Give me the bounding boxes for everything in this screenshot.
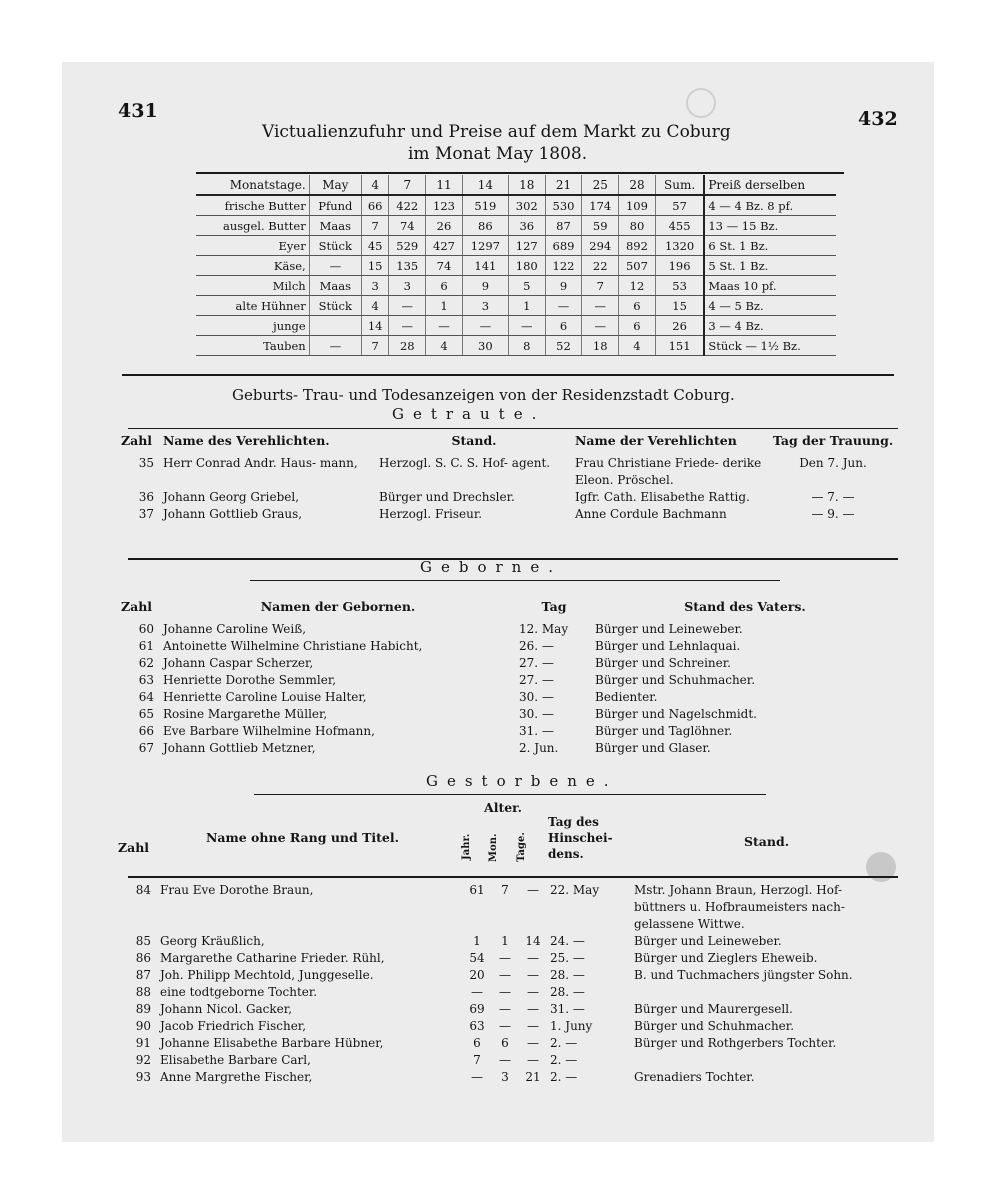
table-row (196, 316, 836, 336)
entry-number: 89 (135, 1002, 151, 1016)
col-header: Zahl (121, 433, 153, 448)
age-days: — (527, 968, 539, 982)
getraute-title: Getraute. (392, 405, 546, 423)
table-cell: Stück — 1½ Bz. (704, 336, 836, 356)
age-days: — (527, 883, 539, 897)
table-cell: 59 (582, 216, 619, 236)
table-cell: 9 (462, 276, 508, 296)
age-years: 6 (473, 1036, 481, 1050)
birth-day: 2. Jun. (519, 741, 559, 755)
birth-day: 30. — (519, 690, 554, 704)
entry-number: 84 (135, 883, 151, 897)
deceased-name: eine todtgeborne Tochter. (160, 985, 318, 999)
age-years: 61 (469, 883, 485, 897)
list-item (118, 621, 898, 638)
list-item (118, 1069, 898, 1086)
col-header: Preiß derselben (704, 175, 836, 195)
table-cell: 135 (389, 256, 426, 276)
age-months: — (499, 968, 511, 982)
child-name: Henriette Dorothe Semmler, (163, 673, 337, 687)
father-status: Bürger und Lehnlaquai. (595, 639, 741, 653)
age-days: — (527, 1019, 539, 1033)
table-cell: 1 (426, 296, 463, 316)
table-cell: — (426, 316, 463, 336)
col-header: 28 (619, 175, 656, 195)
page-number-right: 432 (858, 108, 898, 130)
birth-day: 27. — (519, 656, 554, 670)
child-name: Johann Caspar Scherzer, (163, 656, 314, 670)
col-header: 21 (545, 175, 582, 195)
page-title: Victualienzufuhr und Preise auf dem Markt zu Coburg (262, 122, 731, 142)
market-table (196, 175, 836, 356)
table-cell: 12 (619, 276, 656, 296)
col-header: Alter. (484, 800, 522, 815)
list-item (118, 455, 898, 489)
death-day: 1. Juny (550, 1019, 593, 1033)
deaths-table (118, 882, 898, 1086)
death-day: 24. — (550, 934, 585, 948)
list-item (118, 984, 898, 1001)
birth-day: 26. — (519, 639, 554, 653)
table-cell: 530 (545, 195, 582, 216)
age-days: — (527, 951, 539, 965)
table-cell: Maas 10 pf. (704, 276, 836, 296)
deceased-name: Jacob Friedrich Fischer, (160, 1019, 307, 1033)
table-cell: 74 (389, 216, 426, 236)
table-cell: 141 (462, 256, 508, 276)
table-cell: 174 (582, 195, 619, 216)
table-cell: 66 (361, 195, 388, 216)
list-item (118, 672, 898, 689)
col-header: Tag (541, 599, 567, 614)
table-row (196, 216, 836, 236)
deceased-status (631, 984, 898, 1001)
table-cell: 7 (361, 216, 388, 236)
table-cell: 892 (619, 236, 656, 256)
col-header: Monatstage. (196, 175, 309, 195)
father-status: Bedienter. (595, 690, 658, 704)
death-day: 28. — (550, 985, 585, 999)
deceased-name: Elisabethe Barbare Carl, (160, 1053, 311, 1067)
wedding-day: — 9. — (811, 507, 855, 521)
table-cell: 3 — 4 Bz. (704, 316, 836, 336)
list-item (118, 1001, 898, 1018)
list-item (118, 950, 898, 967)
col-header: 18 (508, 175, 545, 195)
table-cell: 4 (361, 296, 388, 316)
groom-status: Herzogl. S. C. S. Hof- agent. (379, 456, 551, 470)
entry-number: 37 (138, 507, 154, 521)
list-item (118, 740, 898, 757)
child-name: Johanne Caroline Weiß, (163, 622, 307, 636)
col-header: Name des Verehlichten. (163, 433, 330, 448)
groom-status: Bürger und Drechsler. (379, 490, 515, 504)
table-cell: 6 (545, 316, 582, 336)
birth-day: 12. May (519, 622, 569, 636)
table-row (196, 195, 836, 216)
table-cell: 80 (619, 216, 656, 236)
table-cell: 507 (619, 256, 656, 276)
table-cell: 26 (426, 216, 463, 236)
table-cell: 36 (508, 216, 545, 236)
age-years: 54 (469, 951, 485, 965)
age-days: — (527, 985, 539, 999)
entry-number: 60 (138, 622, 154, 636)
table-cell: — (389, 316, 426, 336)
table-cell: Stück (309, 296, 361, 316)
table-row (196, 256, 836, 276)
table-cell: 4 — 4 Bz. 8 pf. (704, 195, 836, 216)
col-header: Zahl (118, 840, 150, 855)
col-header: Zahl (121, 599, 153, 614)
age-years: 63 (469, 1019, 485, 1033)
table-cell: 53 (655, 276, 704, 296)
table-cell (309, 316, 361, 336)
table-cell: 6 (619, 316, 656, 336)
list-item (118, 706, 898, 723)
table-cell: 4 — 5 Bz. (704, 296, 836, 316)
deceased-status: Bürger und Zieglers Eheweib. (634, 951, 818, 965)
row-label: Eyer (196, 236, 309, 256)
groom-name: Johann Gottlieb Graus, (163, 507, 303, 521)
table-cell: 6 (619, 296, 656, 316)
row-label: Milch (196, 276, 309, 296)
child-name: Antoinette Wilhelmine Christiane Habicht, (163, 639, 423, 653)
table-cell: Maas (309, 276, 361, 296)
table-cell: 3 (361, 276, 388, 296)
table-cell: 1297 (462, 236, 508, 256)
table-cell: — (309, 256, 361, 276)
bride-name: Anne Cordule Bachmann (575, 507, 727, 521)
table-cell: 127 (508, 236, 545, 256)
birth-day: 31. — (519, 724, 554, 738)
table-cell: — (462, 316, 508, 336)
table-cell: 15 (361, 256, 388, 276)
entry-number: 61 (138, 639, 154, 653)
age-months: 1 (501, 934, 509, 948)
child-name: Henriette Caroline Louise Halter, (163, 690, 367, 704)
deceased-status (631, 1052, 898, 1069)
table-cell: 109 (619, 195, 656, 216)
table-cell: 294 (582, 236, 619, 256)
father-status: Bürger und Glaser. (595, 741, 711, 755)
entry-number: 63 (138, 673, 154, 687)
col-header: Name ohne Rang und Titel. (206, 830, 399, 845)
table-cell: 52 (545, 336, 582, 356)
table-rule (196, 172, 844, 174)
table-cell: 28 (389, 336, 426, 356)
col-header: May (309, 175, 361, 195)
table-cell: 26 (655, 316, 704, 336)
entry-number: 66 (138, 724, 154, 738)
wedding-day: Den 7. Jun. (799, 456, 867, 470)
deceased-status: Mstr. Johann Braun, Herzogl. Hof- büttners u. Hofbraumeisters nach- gelassene Wittwe. (634, 883, 845, 931)
death-day: 2. — (550, 1070, 578, 1084)
table-cell: 74 (426, 256, 463, 276)
entry-number: 93 (135, 1070, 151, 1084)
deceased-name: Anne Margrethe Fischer, (160, 1070, 313, 1084)
col-header: Stand. (744, 834, 790, 849)
death-day: 25. — (550, 951, 585, 965)
table-cell: — (582, 316, 619, 336)
entry-number: 92 (135, 1053, 151, 1067)
col-header: 4 (361, 175, 388, 195)
section-rule (128, 876, 898, 878)
col-header: 11 (426, 175, 463, 195)
deceased-name: Johann Nicol. Gacker, (160, 1002, 293, 1016)
table-cell: Stück (309, 236, 361, 256)
table-row (196, 336, 836, 356)
table-cell: 18 (582, 336, 619, 356)
table-cell: Pfund (309, 195, 361, 216)
table-cell: 15 (655, 296, 704, 316)
age-months: — (499, 1053, 511, 1067)
age-days: — (527, 1002, 539, 1016)
col-header: Mon. (488, 833, 499, 862)
table-cell: 45 (361, 236, 388, 256)
births-table (118, 598, 898, 757)
age-months: — (499, 985, 511, 999)
father-status: Bürger und Nagelschmidt. (595, 707, 757, 721)
table-cell: 422 (389, 195, 426, 216)
marriages-table (118, 432, 898, 523)
list-item (118, 723, 898, 740)
entry-number: 64 (138, 690, 154, 704)
father-status: Bürger und Schuhmacher. (595, 673, 756, 687)
deceased-name: Frau Eve Dorothe Braun, (160, 883, 314, 897)
age-days: — (527, 1053, 539, 1067)
death-day: 2. — (550, 1053, 578, 1067)
birth-day: 27. — (519, 673, 554, 687)
deceased-name: Johanne Elisabethe Barbare Hübner, (160, 1036, 384, 1050)
table-cell: 4 (426, 336, 463, 356)
col-header: 25 (582, 175, 619, 195)
bride-name: Igfr. Cath. Elisabethe Rattig. (575, 490, 750, 504)
col-header: Name der Verehlichten (575, 433, 737, 448)
entry-number: 67 (138, 741, 154, 755)
table-cell: 6 St. 1 Bz. (704, 236, 836, 256)
table-cell: — (389, 296, 426, 316)
table-cell: — (309, 336, 361, 356)
table-cell: — (582, 296, 619, 316)
col-header: Tage. (516, 832, 527, 862)
col-header: Jahr. (461, 833, 472, 860)
section-title: Geburts- Trau- und Todesanzeigen von der Residenzstadt Coburg. (232, 386, 735, 404)
table-cell: 8 (508, 336, 545, 356)
row-label: Käse, (196, 256, 309, 276)
child-name: Eve Barbare Wilhelmine Hofmann, (163, 724, 375, 738)
table-cell: 689 (545, 236, 582, 256)
col-header: Stand. (451, 433, 497, 448)
table-cell: 196 (655, 256, 704, 276)
table-cell: 13 — 15 Bz. (704, 216, 836, 236)
paper-stain (686, 88, 716, 118)
father-status: Bürger und Schreiner. (595, 656, 731, 670)
deceased-status: Bürger und Rothgerbers Tochter. (634, 1036, 837, 1050)
col-header: Tag der Trauung. (772, 433, 894, 448)
table-cell: — (545, 296, 582, 316)
page-number-left: 431 (118, 100, 158, 122)
table-cell: 57 (655, 195, 704, 216)
list-item (118, 489, 898, 506)
row-label: frische Butter (196, 195, 309, 216)
deceased-name: Georg Kräußlich, (160, 934, 265, 948)
deceased-name: Joh. Philipp Mechtold, Junggeselle. (160, 968, 374, 982)
age-months: — (499, 1019, 511, 1033)
groom-name: Johann Georg Griebel, (163, 490, 300, 504)
list-item (118, 506, 898, 523)
page-subtitle: im Monat May 1808. (408, 144, 588, 164)
table-cell: 9 (545, 276, 582, 296)
table-cell: 87 (545, 216, 582, 236)
table-cell: 302 (508, 195, 545, 216)
section-rule (254, 794, 766, 795)
child-name: Johann Gottlieb Metzner, (163, 741, 316, 755)
table-cell: 22 (582, 256, 619, 276)
row-label: Tauben (196, 336, 309, 356)
age-years: 20 (469, 968, 485, 982)
father-status: Bürger und Taglöhner. (595, 724, 733, 738)
list-item (118, 933, 898, 950)
col-header: Sum. (655, 175, 704, 195)
table-cell: 123 (426, 195, 463, 216)
age-months: — (499, 1002, 511, 1016)
age-days: — (527, 1036, 539, 1050)
age-years: — (471, 985, 483, 999)
col-header: Tag des Hinschei- dens. (548, 815, 613, 861)
list-item (118, 967, 898, 984)
age-months: — (499, 951, 511, 965)
deceased-status: Bürger und Leineweber. (634, 934, 782, 948)
row-label: junge (196, 316, 309, 336)
child-name: Rosine Margarethe Müller, (163, 707, 328, 721)
table-cell: 519 (462, 195, 508, 216)
table-row (196, 276, 836, 296)
age-days: 14 (525, 934, 541, 948)
table-cell: 30 (462, 336, 508, 356)
deceased-status: Grenadiers Tochter. (634, 1070, 755, 1084)
entry-number: 86 (135, 951, 151, 965)
col-header: 7 (389, 175, 426, 195)
list-item (118, 1035, 898, 1052)
table-cell: 1 (508, 296, 545, 316)
list-item (118, 655, 898, 672)
table-cell: 7 (361, 336, 388, 356)
deceased-status: Bürger und Schuhmacher. (634, 1019, 795, 1033)
row-label: alte Hühner (196, 296, 309, 316)
age-months: 6 (501, 1036, 509, 1050)
table-row (196, 296, 836, 316)
table-cell: 6 (426, 276, 463, 296)
death-day: 31. — (550, 1002, 585, 1016)
table-cell: 1320 (655, 236, 704, 256)
death-day: 22. May (550, 883, 600, 897)
age-months: 7 (501, 883, 509, 897)
list-item (118, 638, 898, 655)
table-header-row (196, 175, 836, 195)
table-cell: 180 (508, 256, 545, 276)
age-months: 3 (501, 1070, 509, 1084)
col-header: Namen der Gebornen. (260, 599, 416, 614)
deceased-status: Bürger und Maurergesell. (634, 1002, 793, 1016)
section-rule (122, 374, 894, 376)
deceased-name: Margarethe Catharine Frieder. Rühl, (160, 951, 385, 965)
table-cell: 86 (462, 216, 508, 236)
row-label: ausgel. Butter (196, 216, 309, 236)
table-row (196, 236, 836, 256)
wedding-day: — 7. — (811, 490, 855, 504)
age-years: — (471, 1070, 483, 1084)
entry-number: 35 (138, 456, 154, 470)
entry-number: 65 (138, 707, 154, 721)
death-day: 28. — (550, 968, 585, 982)
entry-number: 85 (135, 934, 151, 948)
deceased-status: B. und Tuchmachers jüngster Sohn. (634, 968, 853, 982)
groom-name: Herr Conrad Andr. Haus- mann, (163, 456, 358, 470)
table-cell: 455 (655, 216, 704, 236)
gestorbene-title: Gestorbene. (426, 772, 618, 790)
table-cell: 7 (582, 276, 619, 296)
table-cell: 3 (462, 296, 508, 316)
entry-number: 87 (135, 968, 151, 982)
age-years: 1 (473, 934, 481, 948)
entry-number: 88 (135, 985, 151, 999)
age-days: 21 (525, 1070, 541, 1084)
table-cell: Maas (309, 216, 361, 236)
age-years: 7 (473, 1053, 481, 1067)
table-cell: — (508, 316, 545, 336)
entry-number: 62 (138, 656, 154, 670)
bride-name: Frau Christiane Friede- derike Eleon. Pröschel. (575, 456, 762, 487)
col-header: Stand des Vaters. (684, 599, 806, 614)
list-item (118, 1018, 898, 1035)
entry-number: 36 (138, 490, 154, 504)
list-item (118, 689, 898, 706)
table-cell: 122 (545, 256, 582, 276)
table-cell: 14 (361, 316, 388, 336)
list-item (118, 1052, 898, 1069)
birth-day: 30. — (519, 707, 554, 721)
age-years: 69 (469, 1002, 485, 1016)
col-header: 14 (462, 175, 508, 195)
table-cell: 5 (508, 276, 545, 296)
table-cell: 3 (389, 276, 426, 296)
table-cell: 5 St. 1 Bz. (704, 256, 836, 276)
section-rule (250, 580, 780, 581)
geborne-title: Geborne. (420, 558, 562, 576)
list-item (118, 882, 898, 933)
entry-number: 91 (135, 1036, 151, 1050)
table-cell: 4 (619, 336, 656, 356)
groom-status: Herzogl. Friseur. (379, 507, 483, 521)
table-cell: 151 (655, 336, 704, 356)
table-cell: 427 (426, 236, 463, 256)
table-cell: 529 (389, 236, 426, 256)
father-status: Bürger und Leineweber. (595, 622, 743, 636)
death-day: 2. — (550, 1036, 578, 1050)
section-rule (128, 428, 898, 429)
entry-number: 90 (135, 1019, 151, 1033)
